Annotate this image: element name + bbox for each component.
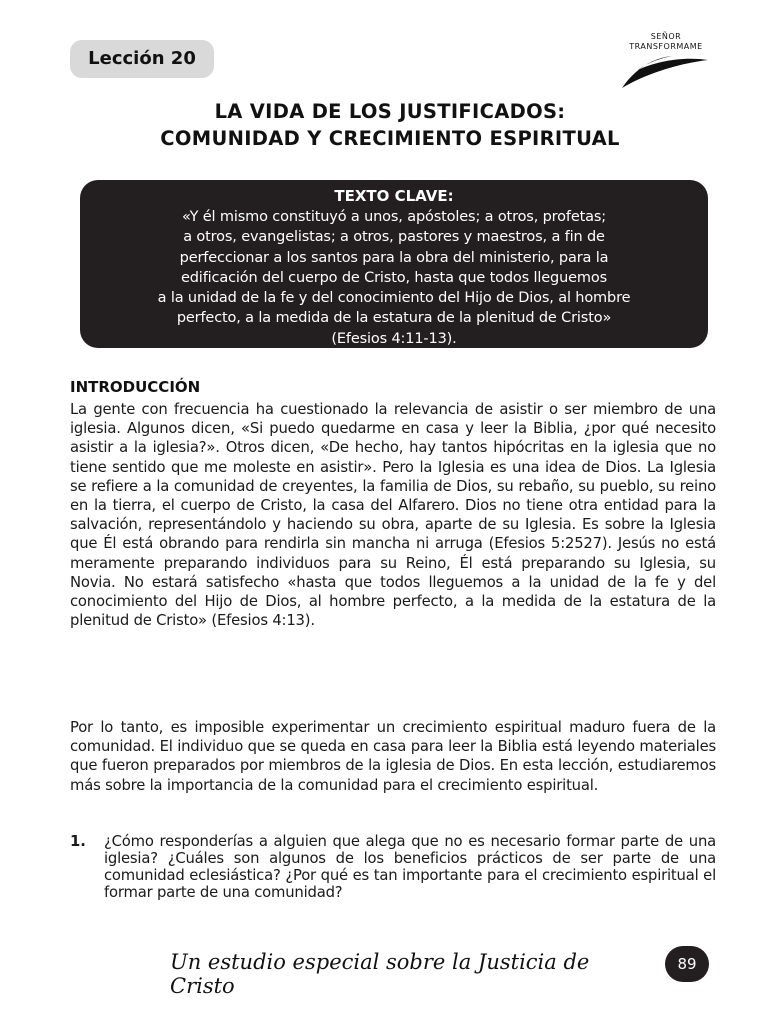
footer-text: Un estudio especial sobre la Justicia de Cristo: [170, 950, 590, 998]
question-text: ¿Cómo responderías a alguien que alega que no es necesario formar parte de una iglesia? ¿Cuáles son algunos de los beneficios prácticos de ser parte de una comunidad eclesiástica? ¿Por qué es tan importante para el crecimiento espiritual el formar parte de una comunidad?: [104, 833, 716, 901]
key-text-line: «Y él mismo constituyó a unos, apóstoles; a otros, profetas;: [181, 209, 607, 225]
swoosh-logo-icon: [616, 46, 716, 92]
intro-paragraph-1: La gente con frecuencia ha cuestionado la relevancia de asistir o ser miembro de una iglesia. Algunos dicen, «Si puedo quedarme en casa y leer la Biblia, ¿por qué necesito asistir a la iglesia?». Otros dicen, «De hecho, hay tantos hipócritas en la iglesia que no tiene sentido que me moleste en asistir». Pero la Iglesia es una idea de Dios. La Iglesia se refiere a la comunidad de creyentes, la familia de Dios, su rebaño, su pueblo, su reino en la tierra, el cuerpo de Cristo, la casa del Alfarero. Dios no tiene otra entidad para la salvación, representándolo y haciendo su obra, aparte de su Iglesia. Es sobre la Iglesia que Él está obrando para rendirla sin mancha ni arruga (Efesios 5:2527). Jesús no está meramente preparando individuos para su Reino, Él está preparando su Iglesia, su Novia. No estará satisfecho «hasta que todos lleguemos a la unidad de la fe y del conocimiento del Hijo de Dios, al hombre perfecto, a la medida de la estatura de la plenitud de Cristo» (Efesios 4:13).: [70, 401, 716, 630]
title-line2: COMUNIDAD Y CRECIMIENTO ESPIRITUAL: [160, 127, 620, 150]
logo-line2: TRANSFORMAME: [629, 42, 703, 51]
key-text-line: perfecto, a la medida de la estatura de la plenitud de Cristo»: [176, 310, 612, 327]
question-number: 1.: [70, 833, 86, 850]
lesson-label: Lección 20: [70, 40, 214, 78]
page-title: [60, 98, 720, 152]
key-text-line: a otros, evangelistas; a otros, pastores y maestros, a fin de: [183, 229, 605, 246]
logo-line1: SEÑOR: [650, 32, 682, 41]
key-text-line: perfeccionar a los santos para la obra del ministerio, para la: [179, 249, 609, 266]
intro-heading: INTRODUCCIÓN: [70, 378, 201, 396]
key-text-line: edificación del cuerpo de Cristo, hasta que todos lleguemos: [180, 269, 607, 286]
key-text-box: [80, 180, 708, 348]
title-line1: LA VIDA DE LOS JUSTIFICADOS:: [214, 100, 566, 123]
logo: [616, 32, 716, 92]
page-number: 89: [665, 946, 709, 982]
intro-paragraph-2: Por lo tanto, es imposible experimentar un crecimiento espiritual maduro fuera de la comunidad. El individuo que se queda en casa para leer la Biblia está leyendo materiales que fueron preparados por miembros de la iglesia de Dios. En esta lección, estudiaremos más sobre la importancia de la comunidad para el crecimiento espiritual.: [70, 719, 716, 794]
key-text-line: (Efesios 4:11-13).: [331, 330, 457, 347]
key-text-heading: TEXTO CLAVE:: [334, 187, 454, 205]
key-text-line: a la unidad de la fe y del conocimiento del Hijo de Dios, al hombre: [157, 290, 631, 307]
